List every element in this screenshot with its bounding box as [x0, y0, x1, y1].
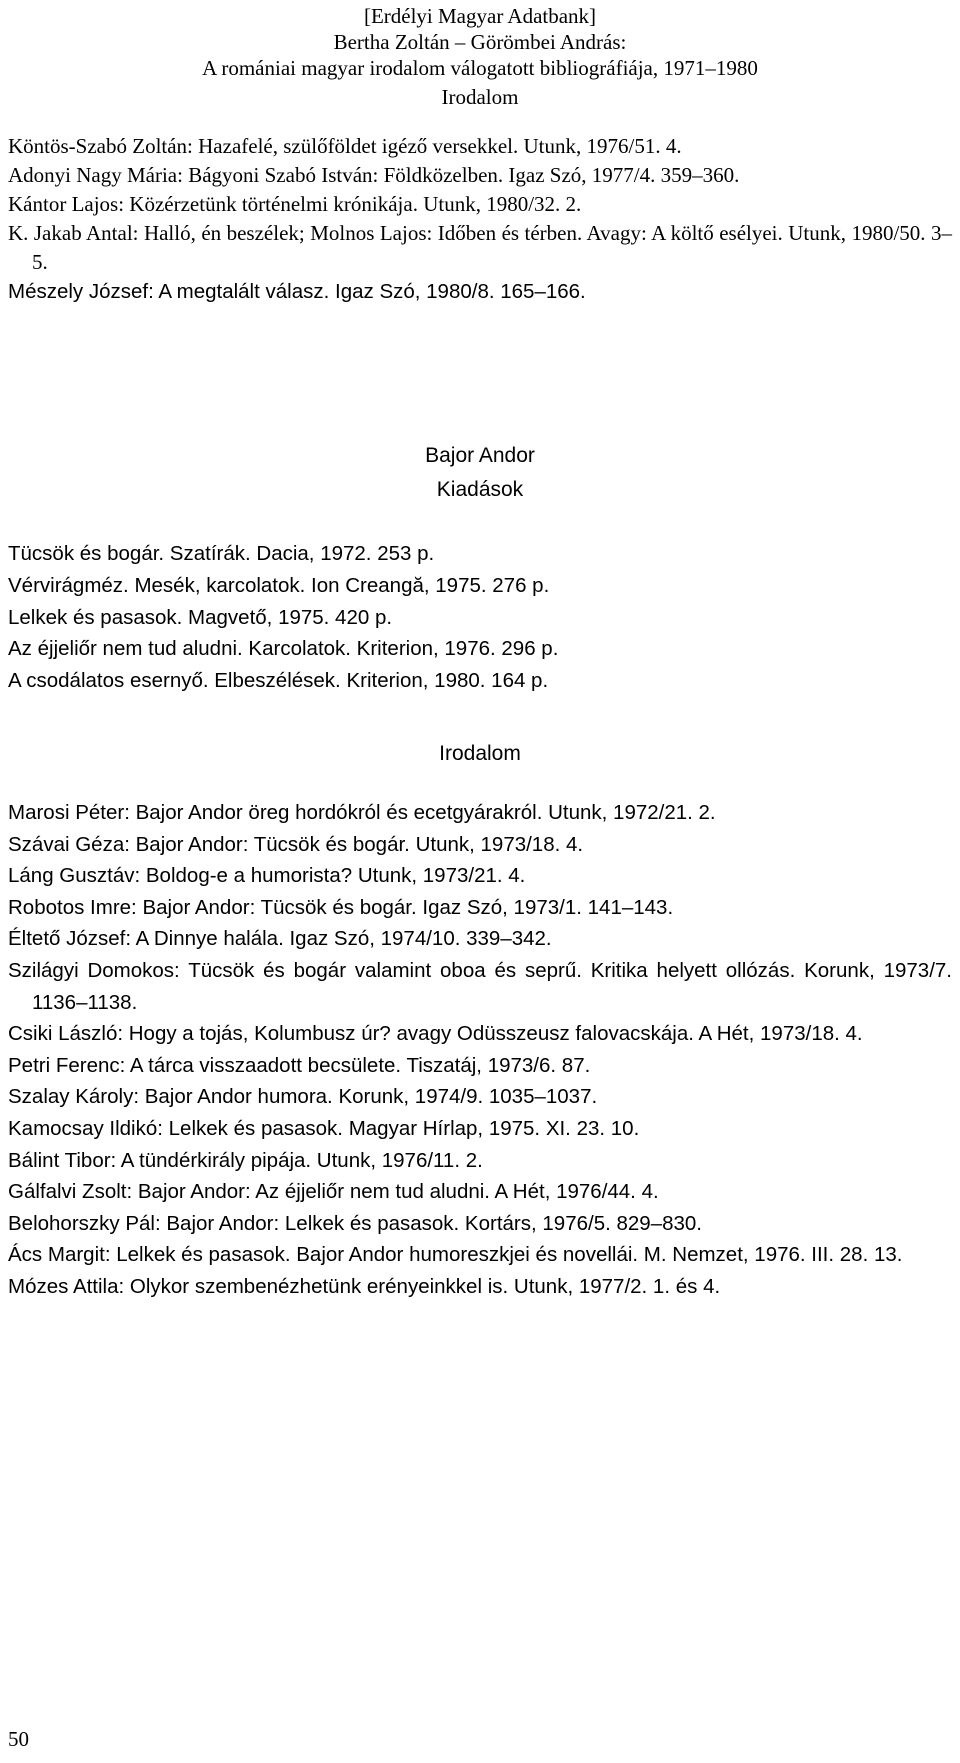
author-heading: Bajor Andor — [425, 444, 535, 467]
edition-entry: Tücsök és bogár. Szatírák. Dacia, 1972. 253 p. — [8, 542, 435, 565]
edition-entry: A csodálatos esernyő. Elbeszélések. Kriterion, 1980. 164 p. — [8, 669, 549, 693]
literature-entry: Szávai Géza: Bajor Andor: Tücsök és bogár. Utunk, 1973/18. 4. — [8, 832, 584, 856]
literature-entry: Gálfalvi Zsolt: Bajor Andor: Az éjjeliőr nem tud aludni. A Hét, 1976/44. 4. — [8, 1180, 659, 1204]
literature-entry: Szilágyi Domokos: Tücsök és bogár valamint oboa és seprű. Kritika helyett ollózás. Korunk, 1973/7. 1136–1138. — [8, 958, 952, 1014]
source-line: [Erdélyi Magyar Adatbank] — [363, 4, 597, 28]
literature-entry: Mózes Attila: Olykor szembenézhetünk erényeinkkel is. Utunk, 1977/2. 1. és 4. — [8, 1274, 721, 1298]
literature-entry: Kamocsay Ildikó: Lelkek és pasasok. Magyar Hírlap, 1975. XI. 23. 10. — [8, 1116, 640, 1140]
literature-entry: Bálint Tibor: A tündérkirály pipája. Utunk, 1976/11. 2. — [8, 1148, 483, 1172]
editions-list — [8, 538, 952, 697]
bibliography-entry: Mészely József: A megtalált válasz. Igaz Szó, 1980/8. 165–166. — [8, 280, 586, 303]
edition-entry: Az éjjeliőr nem tud aludni. Karcolatok. Kriterion, 1976. 296 p. — [8, 637, 559, 661]
bibliography-list-irodalom-1 — [8, 132, 952, 306]
edition-entry: Vérvirágméz. Mesék, karcolatok. Ion Creangă, 1975. 276 p. — [8, 573, 550, 597]
literature-heading: Irodalom — [439, 742, 521, 765]
literature-entry: Marosi Péter: Bajor Andor öreg hordókról és ecetgyárakról. Utunk, 1972/21. 2. — [8, 801, 716, 824]
bibliography-entry: Kántor Lajos: Közérzetünk történelmi krónikája. Utunk, 1980/32. 2. — [8, 192, 582, 216]
literature-entry: Láng Gusztáv: Boldog-e a humorista? Utunk, 1973/21. 4. — [8, 864, 526, 888]
literature-entry: Csiki László: Hogy a tojás, Kolumbusz úr? avagy Odüsszeusz falovacskája. A Hét, 1973/18. 4. — [8, 1022, 863, 1046]
page-number: 50 — [8, 1727, 29, 1751]
section-title: Irodalom — [441, 85, 519, 109]
bibliography-entry: Köntös-Szabó Zoltán: Hazafelé, szülőföldet igéző versekkel. Utunk, 1976/51. 4. — [8, 134, 682, 158]
bibliography-entry: Adonyi Nagy Mária: Bágyoni Szabó István: Földközelben. Igaz Szó, 1977/4. 359–360. — [8, 163, 740, 187]
editions-heading: Kiadások — [436, 478, 524, 501]
literature-list — [8, 797, 952, 1303]
bibliography-entry: K. Jakab Antal: Halló, én beszélek; Molnos Lajos: Időben és térben. Avagy: A költő esélyei. Utunk, 1980/50. 3–5. — [8, 221, 952, 274]
literature-entry: Éltető József: A Dinnye halála. Igaz Szó, 1974/10. 339–342. — [8, 927, 552, 951]
literature-entry: Ács Margit: Lelkek és pasasok. Bajor Andor humoreszkjei és novellái. M. Nemzet, 1976. III. 28. 13. — [8, 1243, 903, 1267]
literature-entry: Belohorszky Pál: Bajor Andor: Lelkek és pasasok. Kortárs, 1976/5. 829–830. — [8, 1211, 702, 1235]
edition-entry: Lelkek és pasasok. Magvető, 1975. 420 p. — [8, 605, 393, 629]
page-header — [0, 0, 960, 110]
authors-line: Bertha Zoltán – Görömbei András: — [333, 30, 627, 54]
literature-entry: Robotos Imre: Bajor Andor: Tücsök és bogár. Igaz Szó, 1973/1. 141–143. — [8, 895, 674, 919]
literature-entry: Szalay Károly: Bajor Andor humora. Korunk, 1974/9. 1035–1037. — [8, 1085, 598, 1109]
book-title-line: A romániai magyar irodalom válogatott bibliográfiája, 1971–1980 — [202, 56, 758, 80]
literature-entry: Petri Ferenc: A tárca visszaadott becsülete. Tiszatáj, 1973/6. 87. — [8, 1053, 591, 1077]
